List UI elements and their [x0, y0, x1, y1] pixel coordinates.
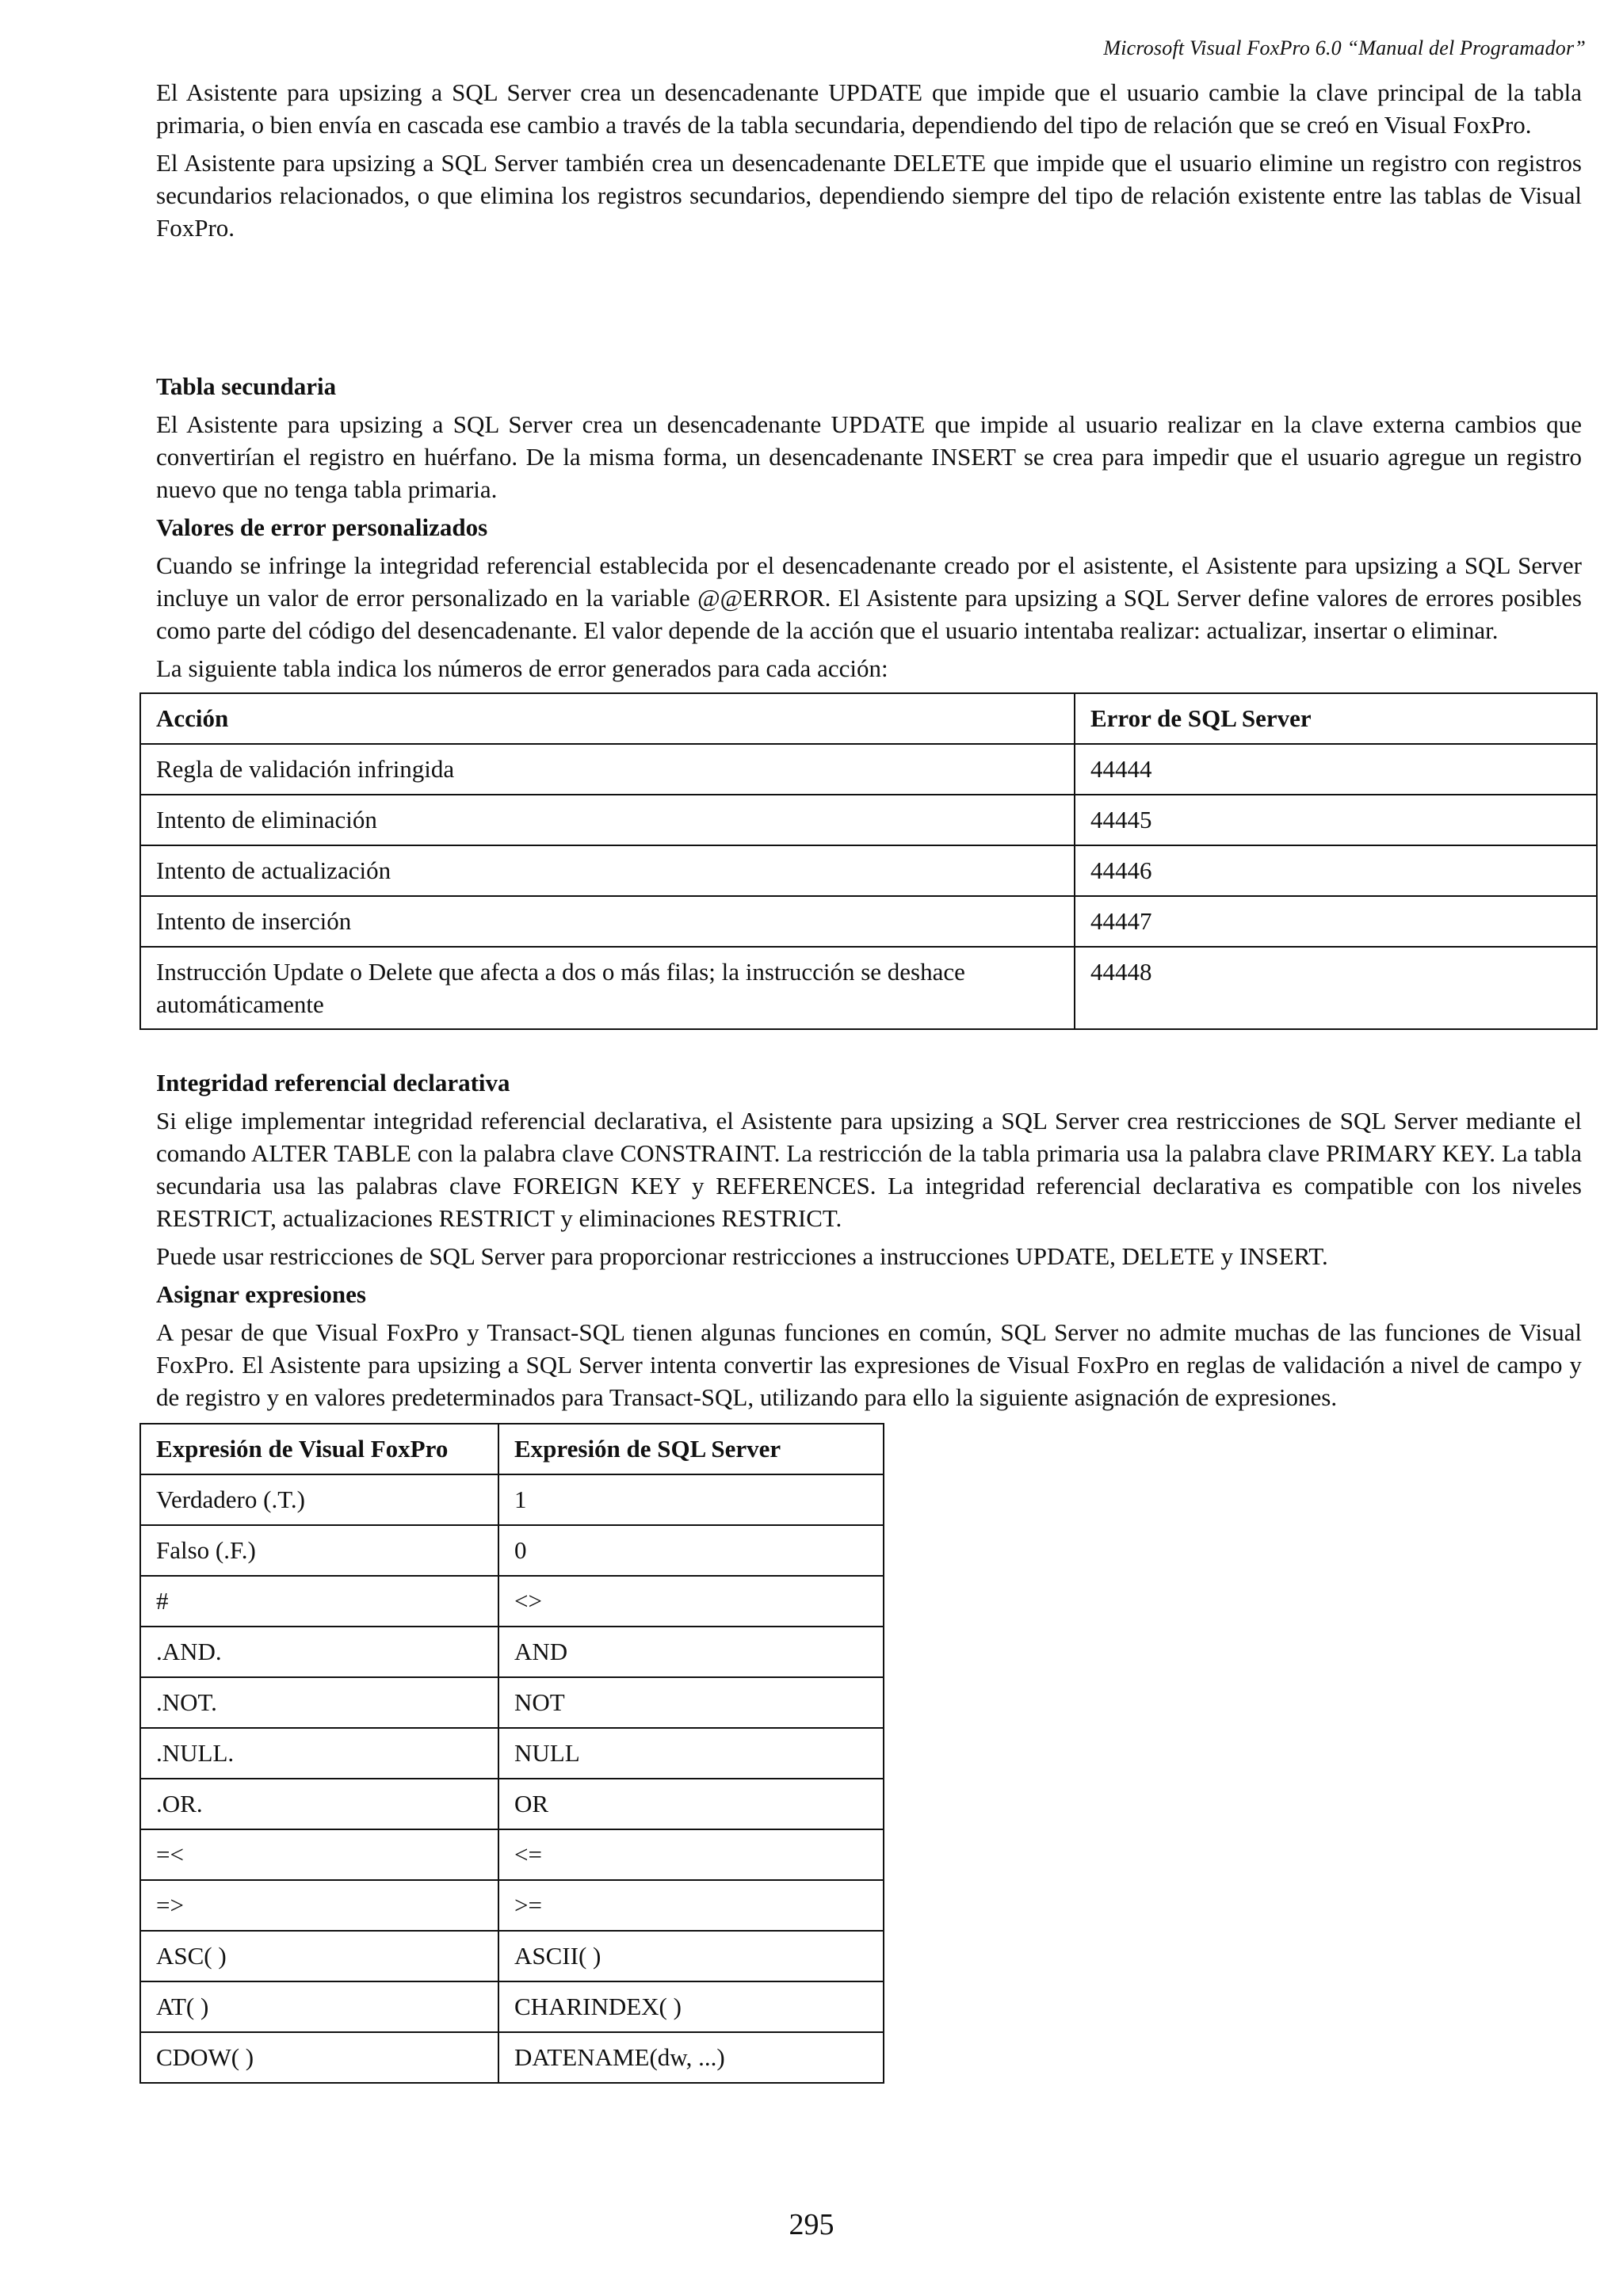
table-cell: >=	[498, 1880, 884, 1931]
table-cell: 44444	[1075, 744, 1597, 795]
heading-valores-error: Valores de error personalizados	[156, 513, 488, 541]
table-cell: Regla de validación infringida	[140, 744, 1075, 795]
table-header-row	[140, 693, 1597, 744]
page-number: 295	[789, 2208, 834, 2241]
table-row	[140, 744, 1597, 795]
paragraph-valores-error: Cuando se infringe la integridad referencial establecida por el desencadenante creado por el asistente, el Asistente para upsizing a SQL Server incluye un valor de error personalizado en la variable @@ERROR. El Asistente para upsizing a SQL Server define valores de errores posibles como parte del código del desencadenante. El valor depende de la acción que el usuario intentaba realizar: actualizar, insertar o eliminar.	[156, 551, 1582, 644]
table-cell: NULL	[498, 1728, 884, 1779]
table-cell: ASCII( )	[498, 1931, 884, 1981]
table-cell: Intento de eliminación	[140, 795, 1075, 845]
table-cell: <>	[498, 1576, 884, 1627]
table-row	[140, 845, 1597, 896]
paragraph-table-intro: La siguiente tabla indica los números de error generados para cada acción:	[156, 654, 888, 682]
table-cell: ASC( )	[140, 1931, 498, 1981]
table-row	[140, 1677, 884, 1728]
intro-paragraph-1: El Asistente para upsizing a SQL Server crea un desencadenante UPDATE que impide que el usuario cambie la clave principal de la tabla primaria, o bien envía en cascada ese cambio a través de la tabla secundaria, dependiendo del tipo de relación que se creó en Visual FoxPro.	[156, 78, 1582, 139]
table-row	[140, 1981, 884, 2032]
table-cell: .OR.	[140, 1779, 498, 1829]
table-header-row	[140, 1424, 884, 1474]
table-cell: OR	[498, 1779, 884, 1829]
table-row	[140, 1525, 884, 1576]
table-cell: .AND.	[140, 1627, 498, 1677]
table-cell: =<	[140, 1829, 498, 1880]
page-content	[156, 76, 1582, 2084]
table-cell: =>	[140, 1880, 498, 1931]
table-cell: CDOW( )	[140, 2032, 498, 2083]
table-cell: 44448	[1075, 947, 1597, 1029]
intro-paragraph-2: El Asistente para upsizing a SQL Server también crea un desencadenante DELETE que impide que el usuario elimine un registro con registros secundarios relacionados, o que elimina los registros secundarios, dependiendo siempre del tipo de relación existente entre las tablas de Visual FoxPro.	[156, 149, 1582, 242]
table-cell: 44447	[1075, 896, 1597, 947]
blank-space	[156, 250, 1582, 370]
table-row	[140, 1829, 884, 1880]
table-cell: <=	[498, 1829, 884, 1880]
table-row	[140, 1779, 884, 1829]
table-cell: DATENAME(dw, ...)	[498, 2032, 884, 2083]
heading-tabla-secundaria: Tabla secundaria	[156, 372, 337, 400]
table-cell: 44446	[1075, 845, 1597, 896]
error-codes-table	[139, 692, 1598, 1030]
table-row	[140, 1576, 884, 1627]
table-row	[140, 1627, 884, 1677]
table-row	[140, 2032, 884, 2083]
table-cell: Falso (.F.)	[140, 1525, 498, 1576]
running-header: Microsoft Visual FoxPro 6.0 “Manual del Programador”	[1103, 36, 1586, 59]
blank-space	[156, 1030, 1582, 1066]
table-cell: 1	[498, 1474, 884, 1525]
table-row	[140, 1474, 884, 1525]
table-cell: Instrucción Update o Delete que afecta a dos o más filas; la instrucción se deshace automáticamente	[140, 947, 1075, 1029]
table-row	[140, 795, 1597, 845]
table-row	[140, 1728, 884, 1779]
table-cell: CHARINDEX( )	[498, 1981, 884, 2032]
column-header-foxpro: Expresión de Visual FoxPro	[140, 1424, 498, 1474]
table-row	[140, 1931, 884, 1981]
heading-integridad-declarativa: Integridad referencial declarativa	[156, 1069, 510, 1097]
table-row	[140, 947, 1597, 1029]
table-cell: .NOT.	[140, 1677, 498, 1728]
column-header-accion: Acción	[140, 693, 1075, 744]
paragraph-integridad-declarativa: Si elige implementar integridad referencial declarativa, el Asistente para upsizing a SQL Server crea restricciones de SQL Server mediante el comando ALTER TABLE con la palabra clave CONSTRAINT. La restricción de la tabla primaria usa la palabra clave PRIMARY KEY. La tabla secundaria usa las palabras clave FOREIGN KEY y REFERENCES. La integridad referencial declarativa es compatible con los niveles RESTRICT, actualizaciones RESTRICT y eliminaciones RESTRICT.	[156, 1107, 1582, 1232]
table-row	[140, 1880, 884, 1931]
column-header-sqlserver: Expresión de SQL Server	[498, 1424, 884, 1474]
paragraph-asignar-expresiones: A pesar de que Visual FoxPro y Transact-SQL tienen algunas funciones en común, SQL Server no admite muchas de las funciones de Visual FoxPro. El Asistente para upsizing a SQL Server intenta convertir las expresiones de Visual FoxPro en reglas de validación a nivel de campo y de registro y en valores predeterminados para Transact-SQL, utilizando para ello la siguiente asignación de expresiones.	[156, 1318, 1582, 1411]
paragraph-restricciones: Puede usar restricciones de SQL Server para proporcionar restricciones a instrucciones UPDATE, DELETE y INSERT.	[156, 1242, 1328, 1270]
table-cell: AT( )	[140, 1981, 498, 2032]
paragraph-tabla-secundaria: El Asistente para upsizing a SQL Server crea un desencadenante UPDATE que impide al usuario realizar en la clave externa cambios que convertirían el registro en huérfano. De la misma forma, un desencadenante INSERT se crea para impedir que el usuario agregue un registro nuevo que no tenga tabla primaria.	[156, 410, 1582, 503]
expression-mapping-table	[139, 1423, 884, 2084]
table-cell: NOT	[498, 1677, 884, 1728]
table-cell: Intento de inserción	[140, 896, 1075, 947]
table-cell: 0	[498, 1525, 884, 1576]
table-row	[140, 896, 1597, 947]
table-cell: .NULL.	[140, 1728, 498, 1779]
table-cell: 44445	[1075, 795, 1597, 845]
heading-asignar-expresiones: Asignar expresiones	[156, 1280, 366, 1308]
column-header-error: Error de SQL Server	[1075, 693, 1597, 744]
table-cell: Verdadero (.T.)	[140, 1474, 498, 1525]
table-cell: Intento de actualización	[140, 845, 1075, 896]
table-cell: AND	[498, 1627, 884, 1677]
table-cell: #	[140, 1576, 498, 1627]
